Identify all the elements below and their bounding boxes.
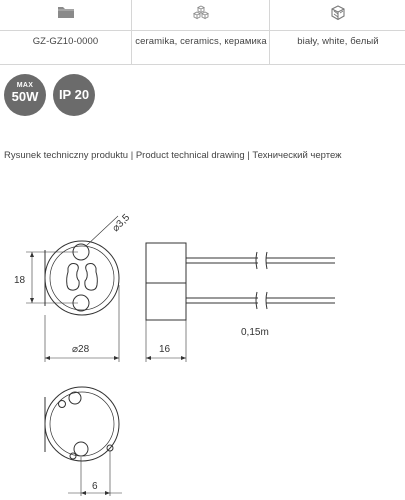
depth-dimension-label: 16 — [159, 344, 171, 355]
product-code: GZ-GZ10-0000 — [32, 36, 99, 47]
technical-drawing-heading: Rysunek techniczny produktu | Product technical drawing | Технический чертеж — [4, 150, 342, 161]
height-dimension-label: 18 — [14, 275, 26, 286]
spec-table — [0, 0, 405, 64]
color-cube-icon — [270, 5, 405, 25]
side-view — [146, 243, 335, 362]
material-text: ceramika, ceramics, керамика — [135, 36, 267, 47]
ip-rating-badge — [53, 74, 95, 116]
contact-slot-right — [85, 264, 97, 291]
back-hole-top — [69, 392, 81, 404]
contact-slot-left — [67, 264, 79, 291]
front-view — [26, 216, 119, 362]
max-power-label: MAX — [16, 82, 34, 89]
ip-rating-value: IP 20 — [58, 87, 90, 102]
folder-icon — [0, 5, 131, 25]
side-view-body — [146, 243, 186, 320]
spec-color-column — [269, 0, 405, 64]
bottom-dimension-label: 6 — [92, 481, 98, 492]
wire-break-lower — [256, 292, 267, 309]
cubes-icon — [132, 5, 270, 25]
diameter-dimension-label: ⌀28 — [72, 344, 90, 355]
back-view — [45, 387, 122, 496]
spec-material-column — [131, 0, 270, 64]
cable-length-label: 0,15m — [241, 327, 269, 338]
max-power-badge — [4, 74, 46, 116]
front-view-inner-circle — [50, 246, 114, 310]
color-text: biały, white, белый — [297, 36, 379, 47]
max-power-value: 50W — [11, 89, 39, 104]
back-hole-bottom — [74, 442, 88, 456]
spec-code-column — [0, 0, 131, 64]
technical-drawing — [0, 160, 405, 500]
table-divider — [0, 30, 405, 31]
wire-break-upper — [256, 252, 267, 269]
table-bottom-border — [0, 64, 405, 65]
hole-diameter-label: ⌀3,5 — [110, 212, 133, 235]
